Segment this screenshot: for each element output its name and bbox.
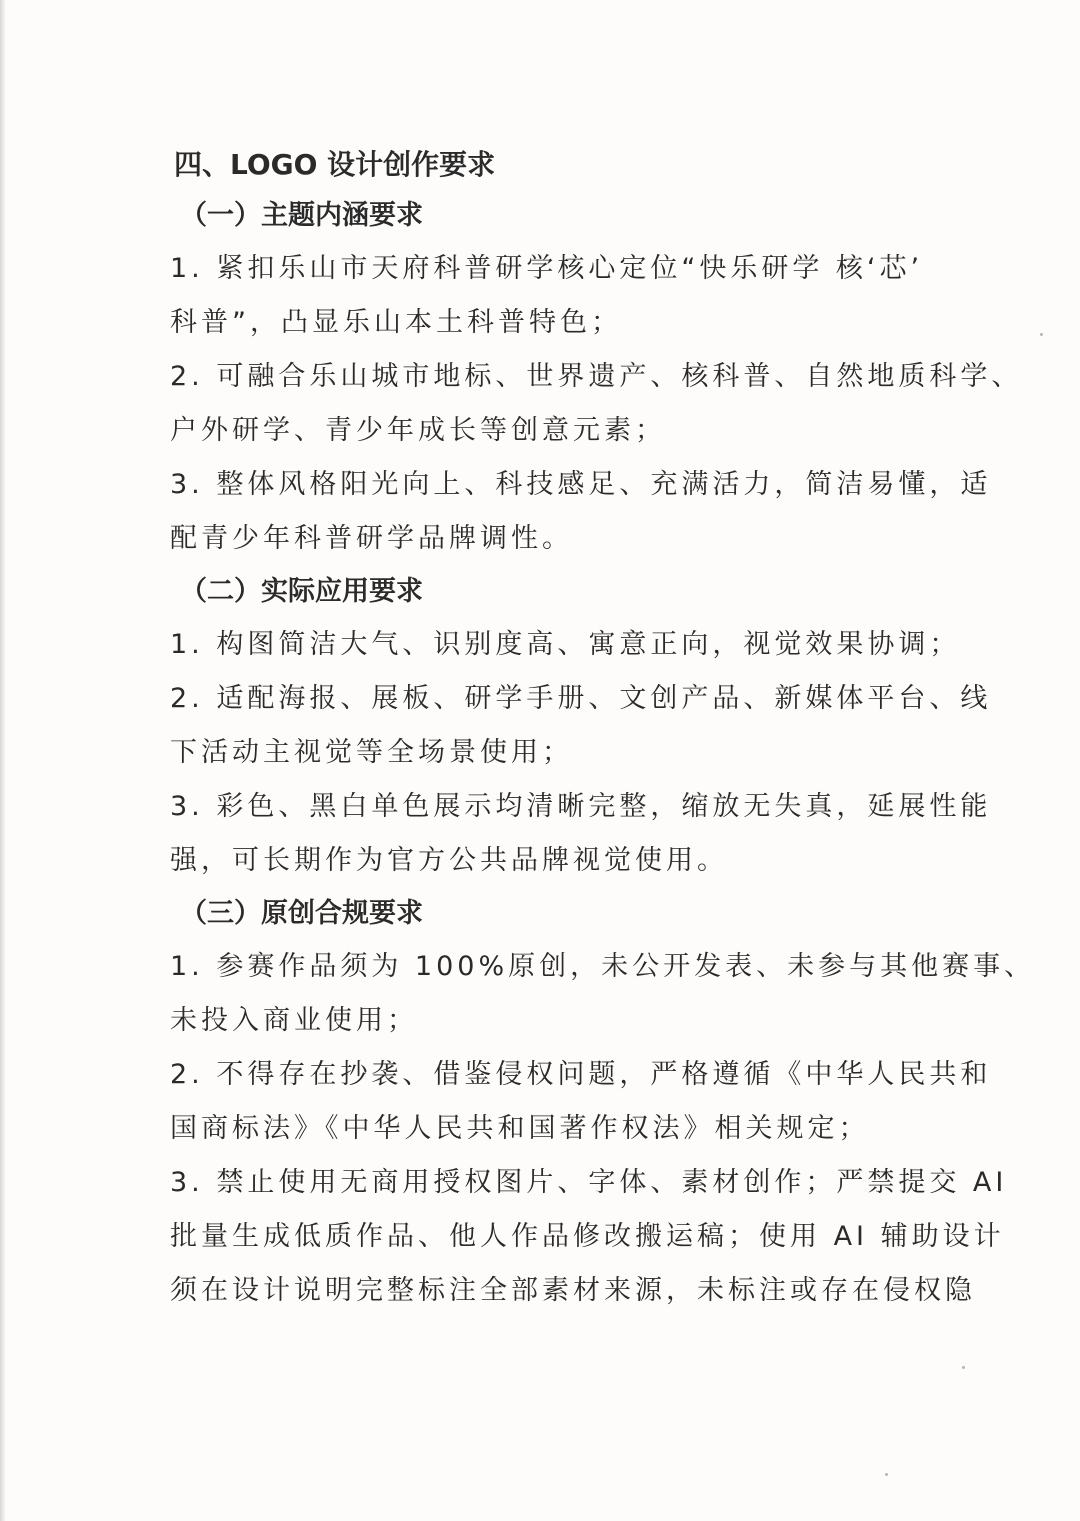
page-edge-shadow [0,0,6,1521]
paragraph-line: 2. 可融合乐山城市地标、世界遗产、核科普、自然地质科学、 [170,361,1023,392]
scan-speck [1040,333,1043,336]
paragraph-line: 2. 适配海报、展板、研学手册、文创产品、新媒体平台、线 [170,683,992,714]
paragraph-line: 户外研学、青少年成长等创意元素； [170,415,666,446]
scan-speck [885,1473,888,1476]
subsection-heading: （二）实际应用要求 [180,576,423,607]
paragraph-line: 须在设计说明完整标注全部素材来源，未标注或存在侵权隐 [170,1275,976,1306]
paragraph-line: 1. 紧扣乐山市天府科普研学核心定位“快乐研学 核‘芯’ [170,253,924,284]
paragraph-line: 下活动主视觉等全场景使用； [170,737,573,768]
paragraph-line: 国商标法》《中华人民共和国著作权法》相关规定； [170,1113,870,1144]
paragraph-line: 未投入商业使用； [170,1005,418,1036]
paragraph-line: 2. 不得存在抄袭、借鉴侵权问题，严格遵循《中华人民共和 [170,1059,992,1090]
section-title: 四、LOGO 设计创作要求 [174,148,496,181]
paragraph-line: 3. 整体风格阳光向上、科技感足、充满活力，简洁易懂，适 [170,469,992,500]
paragraph-line: 1. 构图简洁大气、识别度高、寓意正向，视觉效果协调； [170,629,961,660]
paragraph-line: 配青少年科普研学品牌调性。 [170,523,573,554]
subsection-heading: （一）主题内涵要求 [180,200,423,231]
paragraph-line: 科普”，凸显乐山本土科普特色； [170,307,622,338]
document-body [170,140,1036,1318]
scan-speck [962,1366,965,1369]
subsection-heading: （三）原创合规要求 [180,898,423,929]
paragraph-line: 3. 禁止使用无商用授权图片、字体、素材创作；严禁提交 AI [170,1167,1008,1198]
paragraph-line: 批量生成低质作品、他人作品修改搬运稿；使用 AI 辅助设计 [170,1221,1005,1252]
paragraph-line: 1. 参赛作品须为 100%原创，未公开发表、未参与其他赛事、 [170,951,1036,982]
paragraph-line: 3. 彩色、黑白单色展示均清晰完整，缩放无失真，延展性能 [170,791,992,822]
paragraph-line: 强，可长期作为官方公共品牌视觉使用。 [170,845,728,876]
